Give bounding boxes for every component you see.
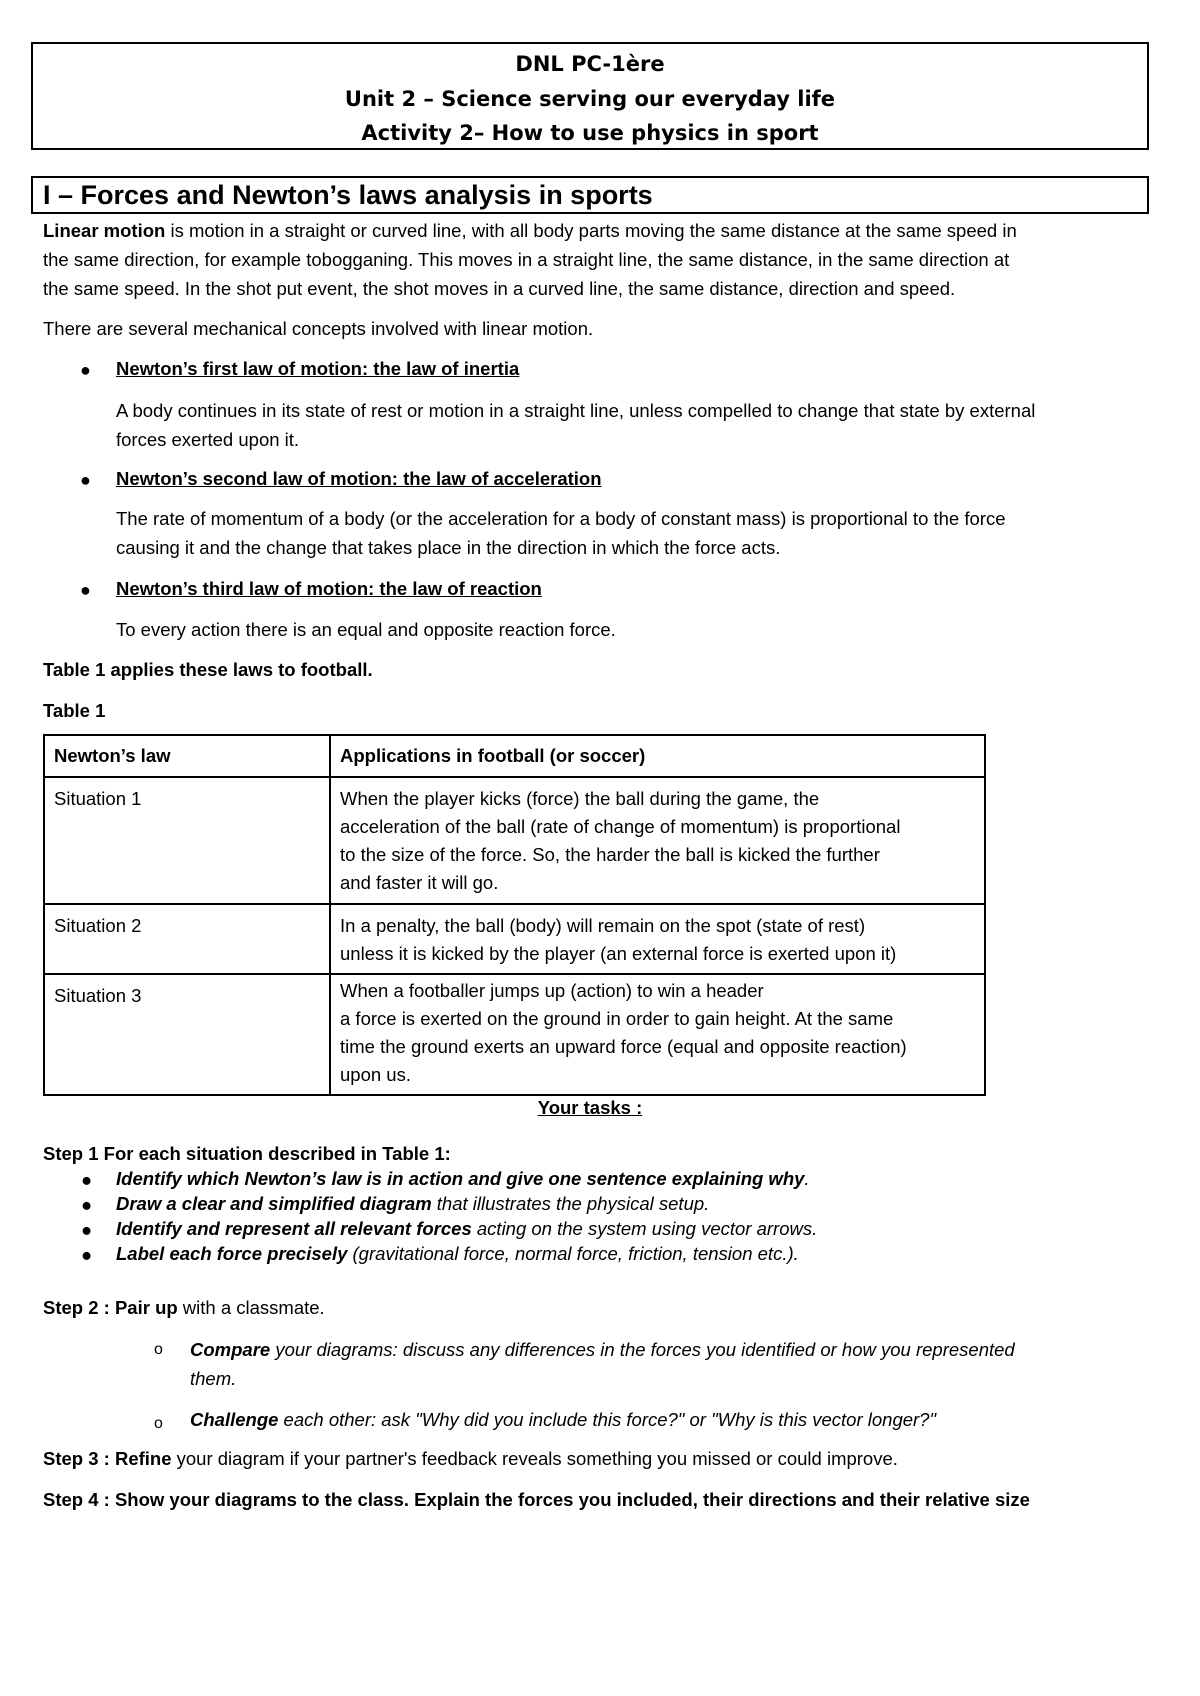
step-2-challenge: Challenge each other: ask "Why did you include this force?" or "Why is this vector longer?" [190, 1409, 937, 1430]
bullet-icon: ● [80, 580, 91, 600]
table-header-law: Newton’s law [44, 735, 330, 777]
intro-term: Linear motion [43, 220, 166, 241]
concepts-sentence: There are several mechanical concepts involved with linear motion. [43, 318, 594, 339]
table-header-row [44, 735, 985, 777]
tasks-heading: Your tasks : [537, 1097, 643, 1118]
step-4: Step 4 : Show your diagrams to the class. Explain the forces you included, their directions and their relative size [43, 1489, 1030, 1510]
bullet-icon: ● [80, 360, 91, 380]
table-caption: Table 1 [43, 700, 106, 721]
step-1-item: Identify and represent all relevant forces acting on the system using vector arrows. [116, 1218, 818, 1239]
bullet-icon: ● [80, 470, 91, 490]
step-1-item: Draw a clear and simplified diagram that illustrates the physical setup. [116, 1193, 710, 1214]
table-intro: Table 1 applies these laws to football. [43, 659, 373, 680]
sub-bullet-icon: o [154, 1415, 163, 1432]
law-3-description: To every action there is an equal and opposite reaction force. [116, 619, 616, 640]
section-heading: I – Forces and Newton’s laws analysis in sports [31, 176, 1149, 214]
situation-description: When a footballer jumps up (action) to win a header a force is exerted on the ground in order to gain height. At the same time the ground exerts an upward force (equal and opposite reaction) upon us. [330, 974, 985, 1095]
law-1-description: A body continues in its state of rest or motion in a straight line, unless compelled to change that state by external forces exerted upon it. [116, 400, 1036, 450]
step-3: Step 3 : Refine your diagram if your partner's feedback reveals something you missed or could improve. [43, 1448, 898, 1469]
table-row [44, 904, 985, 974]
intro-paragraph [43, 216, 1163, 303]
step-2: Step 2 : Pair up with a classmate. [43, 1297, 325, 1318]
law-1-title: Newton’s first law of motion: the law of inertia [116, 358, 520, 379]
law-3-title: Newton’s third law of motion: the law of reaction [116, 578, 542, 599]
table-row [44, 974, 985, 1095]
unit-title: Unit 2 – Science serving our everyday life [344, 87, 836, 111]
law-2-title: Newton’s second law of motion: the law of acceleration [116, 468, 602, 489]
activity-title: Activity 2– How to use physics in sport [361, 121, 819, 145]
bullet-icon: ● [81, 1169, 93, 1190]
newton-table [43, 734, 986, 1096]
situation-description: In a penalty, the ball (body) will remain on the spot (state of rest) unless it is kicked by the player (an external force is exerted upon it) [330, 904, 985, 974]
step-1-item: Identify which Newton’s law is in action and give one sentence explaining why. [116, 1168, 810, 1189]
bullet-icon: ● [81, 1219, 93, 1240]
document-header [31, 42, 1149, 150]
sub-bullet-icon: o [154, 1341, 163, 1358]
bullet-icon: ● [81, 1244, 93, 1265]
table-header-applications: Applications in football (or soccer) [330, 735, 985, 777]
step-1-item: Label each force precisely (gravitational force, normal force, friction, tension etc.). [116, 1243, 799, 1264]
situation-description: When the player kicks (force) the ball during the game, the acceleration of the ball (rate of change of momentum) is proportional to the size of the force. So, the harder the ball is kicked the further and faster it will go. [330, 777, 985, 904]
intro-line-3: the same speed. In the shot put event, the shot moves in a curved line, the same distance, direction and speed. [43, 278, 956, 299]
situation-label: Situation 2 [44, 904, 330, 974]
step-1-title: Step 1 For each situation described in Table 1: [43, 1143, 451, 1164]
law-2-description: The rate of momentum of a body (or the acceleration for a body of constant mass) is proportional to the force causing it and the change that takes place in the direction in which the force acts. [116, 508, 1006, 558]
bullet-icon: ● [81, 1194, 93, 1215]
step-2-compare: Compare your diagrams: discuss any differences in the forces you identified or how you represented them. [190, 1339, 1015, 1389]
intro-line-2: the same direction, for example tobogganing. This moves in a straight line, the same distance, in the same direction at [43, 249, 1010, 270]
situation-label: Situation 3 [44, 974, 330, 1095]
intro-line-1: Linear motion is motion in a straight or curved line, with all body parts moving the same distance at the same speed in [43, 220, 1017, 241]
course-title: DNL PC-1ère [515, 52, 665, 76]
table-row [44, 777, 985, 904]
situation-label: Situation 1 [44, 777, 330, 904]
